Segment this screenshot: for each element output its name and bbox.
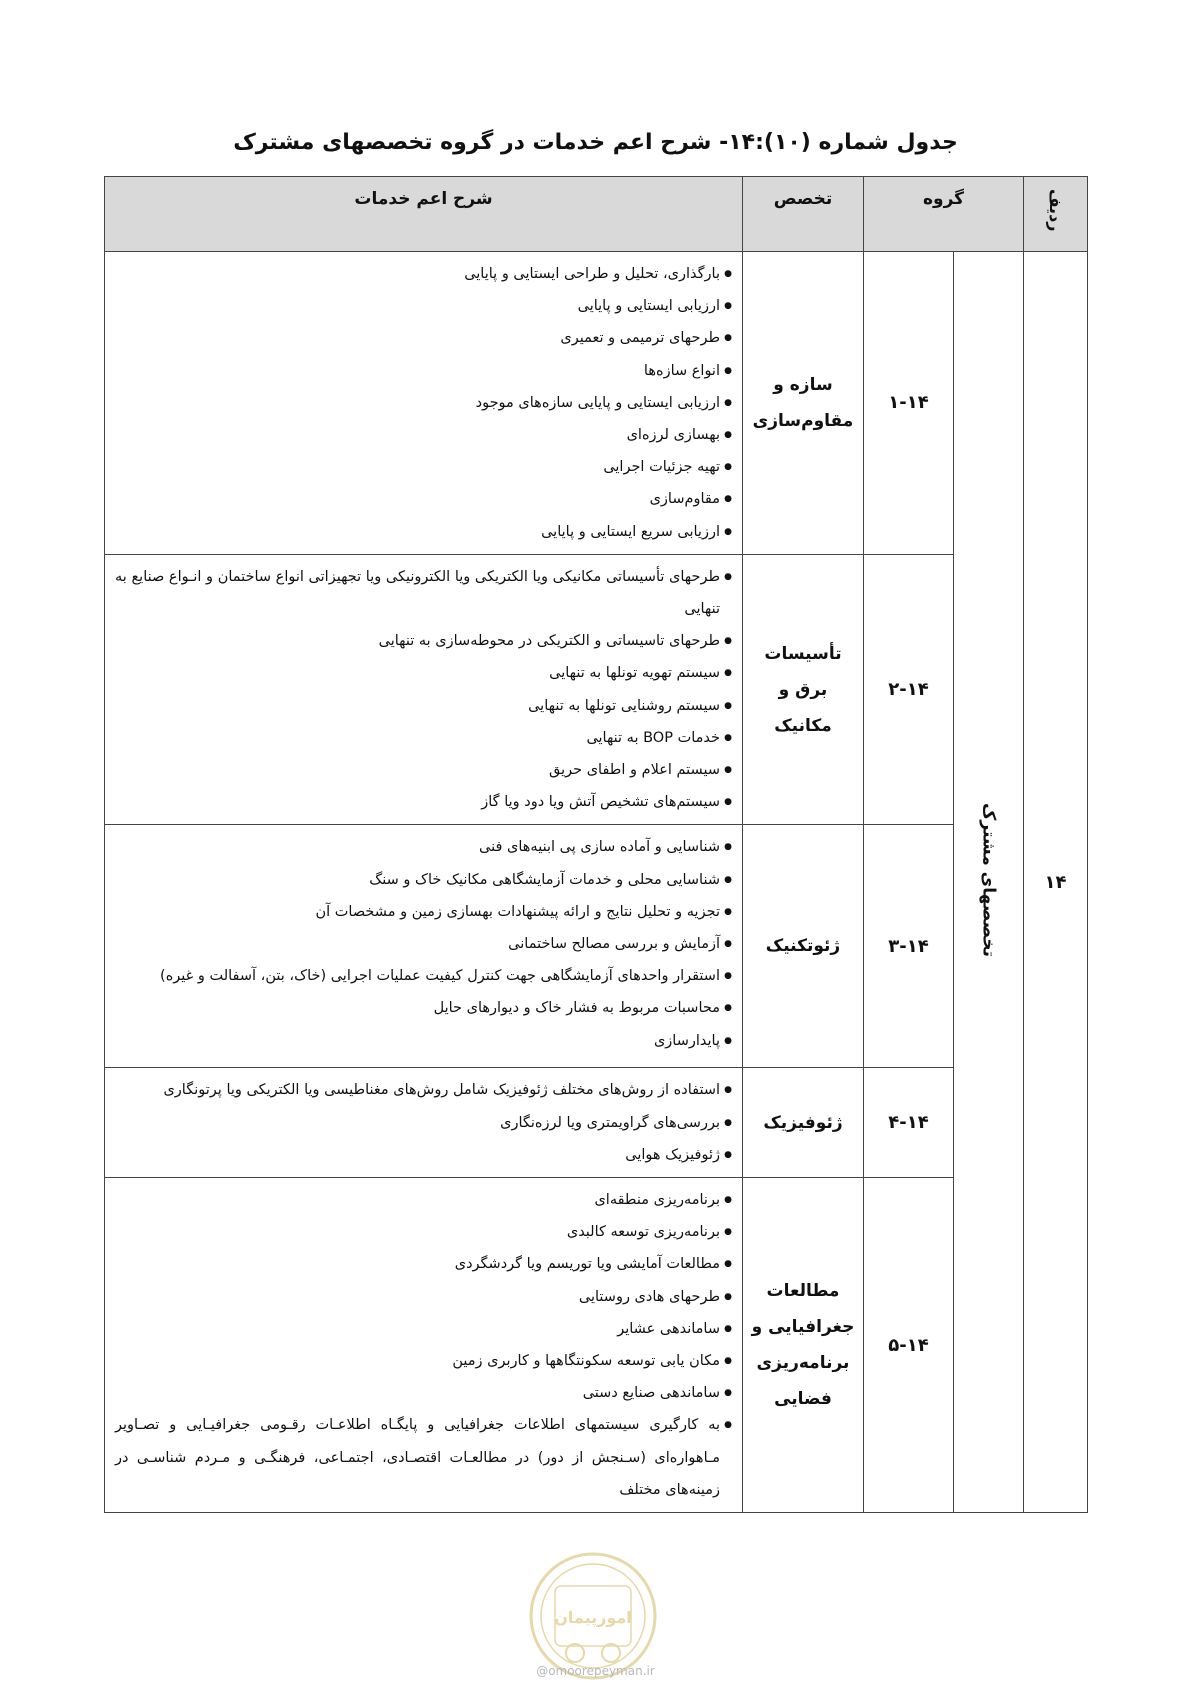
group-code: ۱-۱۴: [864, 252, 954, 555]
service-item: ● شناسایی و آماده سازی پی ابنیه‌های فنی: [115, 831, 732, 863]
watermark-logo-text: امورپیمان: [554, 1608, 632, 1627]
service-item: ● طرحهای ترمیمی و تعمیری: [115, 322, 732, 354]
service-item: ● مکان یابی توسعه سکونتگاهها و کاربری زمین: [115, 1345, 732, 1377]
table-row: [105, 825, 1088, 1068]
services-list: [115, 258, 732, 548]
watermark-handle: @omoorepeyman.ir: [536, 1664, 655, 1678]
service-item: ● ارزیابی ایستایی و پایایی: [115, 290, 732, 322]
header-group: گروه: [864, 177, 1024, 252]
service-item: ● مقاوم‌سازی: [115, 483, 732, 515]
service-item: ● سیستم تهویه تونلها به تنهایی: [115, 657, 732, 689]
group-code: ۳-۱۴: [864, 825, 954, 1068]
specialty-cell: [743, 1068, 864, 1178]
specialty-cell: [743, 1178, 864, 1513]
specialty-line: برق و مکانیک: [774, 679, 832, 736]
service-item: ● تهیه جزئیات اجرایی: [115, 451, 732, 483]
services-cell: [105, 1068, 743, 1178]
category-cell: [954, 252, 1024, 1513]
service-item: ● سیستم اعلام و اطفای حریق: [115, 754, 732, 786]
service-item: ● ارزیابی سریع ایستایی و پایایی: [115, 516, 732, 548]
group-code: ۲-۱۴: [864, 554, 954, 825]
service-item: ● شناسایی محلی و خدمات آزمایشگاهی مکانیک خاک و سنگ: [115, 864, 732, 896]
specialty-line: ژئوتکنیک: [765, 936, 841, 957]
group-code: ۵-۱۴: [864, 1178, 954, 1513]
service-item: ● ارزیابی ایستایی و پایایی سازه‌های موجود: [115, 387, 732, 419]
services-cell: [105, 825, 743, 1068]
service-item: ● استقرار واحدهای آزمایشگاهی جهت کنترل کیفیت عملیات اجرایی (خاک، بتن، آسفالت و غیره): [115, 960, 732, 992]
table-row: [105, 252, 1088, 555]
header-radif-label: ردیف: [1046, 189, 1066, 232]
specialty-line: جغرافیایی و: [751, 1317, 855, 1338]
specialty-line: مقاوم‌سازی: [752, 410, 854, 431]
category-label: تخصصهای مشترک: [978, 803, 999, 958]
service-item: ● ساماندهی صنایع دستی: [115, 1377, 732, 1409]
header-radif: [1024, 177, 1088, 252]
service-item: ● پایدارسازی: [115, 1025, 732, 1057]
specialty-line: فضایی: [774, 1389, 832, 1410]
service-item: ● انواع سازه‌ها: [115, 355, 732, 387]
service-item: ● بهسازی لرزه‌ای: [115, 419, 732, 451]
services-list: [115, 831, 732, 1056]
services-list: [115, 1074, 732, 1171]
table-row: [105, 1068, 1088, 1178]
service-item: ● استفاده از روش‌های مختلف ژئوفیزیک شامل روش‌های مغناطیسی ویا الکتریکی ویا پرتونگاری: [115, 1074, 732, 1106]
table-header-row: [105, 177, 1088, 252]
service-item: ● بررسی‌های گراویمتری ویا لرزه‌نگاری: [115, 1107, 732, 1139]
service-item: ● طرحهای تاسیساتی و الکتریکی در محوطه‌سازی به تنهایی: [115, 625, 732, 657]
service-item: ● محاسبات مربوط به فشار خاک و دیوارهای حایل: [115, 992, 732, 1024]
services-table: [104, 176, 1088, 1513]
table-row: [105, 554, 1088, 825]
services-list: [115, 1184, 732, 1506]
service-item: ● ژئوفیزیک هوایی: [115, 1139, 732, 1171]
table-row: [105, 1178, 1088, 1513]
service-item: ● سیستم‌های تشخیص آتش ویا دود ویا گاز: [115, 786, 732, 818]
service-item: ● تجزیه و تحلیل نتایج و ارائه پیشنهادات بهسازی زمین و مشخصات آن: [115, 896, 732, 928]
service-item: ● خدمات BOP به تنهایی: [115, 722, 732, 754]
specialty-line: سازه و: [773, 374, 833, 395]
specialty-line: تأسیسات: [764, 643, 842, 664]
specialty-line: برنامه‌ریزی: [756, 1353, 850, 1374]
row-number: ۱۴: [1024, 252, 1088, 1513]
service-item: ● به کارگیری سیستمهای اطلاعات جغرافیایی و پایگـاه اطلاعـات رقـومی جغرافیـایی و تصـاویر مـاهواره‌ای (سـنجش از دور) در مطالعـات اقتصـادی، اجتمـاعی، فرهنگـی و مـردم شناسـی در زمینه‌های مختلف: [115, 1409, 732, 1506]
service-item: ● آزمایش و بررسی مصالح ساختمانی: [115, 928, 732, 960]
service-item: ● ساماندهی عشایر: [115, 1313, 732, 1345]
specialty-cell: [743, 825, 864, 1068]
service-item: ● برنامه‌ریزی توسعه کالبدی: [115, 1216, 732, 1248]
service-item: ● طرحهای هادی روستایی: [115, 1281, 732, 1313]
header-services: شرح اعم خدمات: [105, 177, 743, 252]
specialty-line: مطالعات: [766, 1281, 840, 1302]
specialty-cell: [743, 554, 864, 825]
service-item: ● سیستم روشنایی تونلها به تنهایی: [115, 690, 732, 722]
group-code: ۴-۱۴: [864, 1068, 954, 1178]
specialty-cell: [743, 252, 864, 555]
service-item: ● طرحهای تأسیساتی مکانیکی ویا الکتریکی ویا الکترونیکی ویا تجهیزاتی انواع ساختمان و انـواع صنایع به تنهایی: [115, 561, 732, 625]
service-item: ● برنامه‌ریزی منطقه‌ای: [115, 1184, 732, 1216]
service-item: ● بارگذاری، تحلیل و طراحی ایستایی و پایایی: [115, 258, 732, 290]
services-cell: [105, 554, 743, 825]
table-title: جدول شماره (۱۰):۱۴- شرح اعم خدمات در گروه تخصصهای مشترک: [233, 130, 958, 155]
service-item: ● مطالعات آمایشی ویا توریسم ویا گردشگردی: [115, 1248, 732, 1280]
services-list: [115, 561, 732, 819]
services-cell: [105, 1178, 743, 1513]
services-cell: [105, 252, 743, 555]
specialty-line: ژئوفیزیک: [763, 1112, 843, 1133]
header-specialty: تخصص: [743, 177, 864, 252]
